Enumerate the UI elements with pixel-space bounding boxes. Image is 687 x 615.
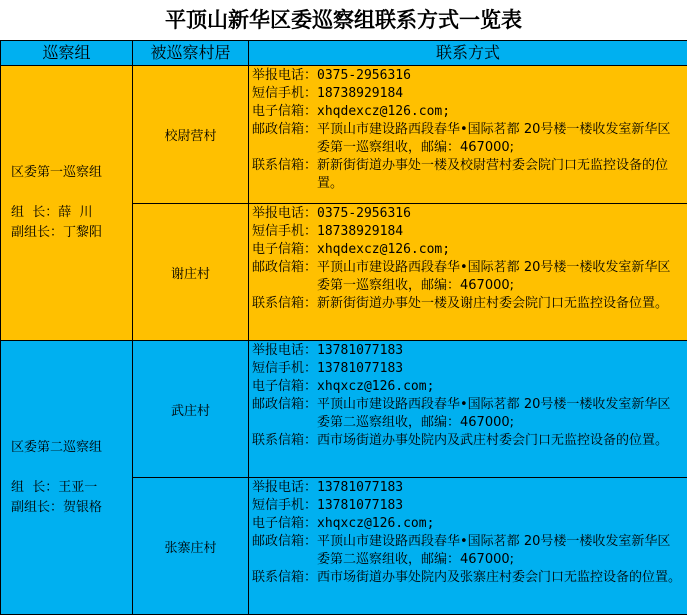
email-value: xhqxcz@126.com; [317,378,683,396]
box-label: 联系信箱： [252,157,317,193]
sms-label: 短信手机： [252,85,317,103]
table-header-row [1,41,687,66]
box-value: 新新街街道办事处一楼及校尉营村委会院门口无监控设备的位置。 [317,157,683,193]
phone-value: 0375-2956316 [317,67,683,85]
sms-value: 18738929184 [317,223,683,241]
box-value: 西市场街道办事处院内及张寨庄村委会门口无监控设备的位置。 [317,569,683,587]
phone-value: 13781077183 [317,479,683,497]
header-village: 被巡察村居 [133,41,249,66]
group-name: 区委第二巡察组 [11,438,132,458]
group-deputy: 副组长：丁黎阳 [11,223,132,243]
postal-label: 邮政信箱： [252,259,317,295]
box-value: 西市场街道办事处院内及武庄村委会门口无监控设备的位置。 [317,432,683,450]
group-cell-2 [1,341,133,615]
email-label: 电子信箱： [252,515,317,533]
postal-label: 邮政信箱： [252,121,317,157]
header-group: 巡察组 [1,41,133,66]
email-label: 电子信箱： [252,378,317,396]
email-label: 电子信箱： [252,241,317,259]
postal-label: 邮政信箱： [252,533,317,569]
phone-value: 13781077183 [317,342,683,360]
group-leader: 组 长：王亚一 [11,478,132,498]
postal-value: 平顶山市建设路西段春华•国际茗都 20号楼一楼收发室新华区委第一巡察组收，邮编：467000; [317,121,683,157]
contact-table [0,40,687,615]
box-label: 联系信箱： [252,432,317,450]
table-row [1,341,687,478]
email-value: xhqdexcz@126.com; [317,241,683,259]
contact-cell [249,341,687,478]
sms-value: 13781077183 [317,360,683,378]
sms-label: 短信手机： [252,497,317,515]
sms-value: 18738929184 [317,85,683,103]
postal-value: 平顶山市建设路西段春华•国际茗都 20号楼一楼收发室新华区委第二巡察组收，邮编：467000; [317,533,683,569]
contact-cell [249,478,687,615]
email-value: xhqxcz@126.com; [317,515,683,533]
header-contact: 联系方式 [249,41,687,66]
village-name: 校尉营村 [133,66,249,204]
sms-label: 短信手机： [252,360,317,378]
group-cell-1 [1,66,133,341]
box-label: 联系信箱： [252,295,317,313]
box-value: 新新街街道办事处一楼及谢庄村委会院门口无监控设备位置。 [317,295,683,313]
postal-label: 邮政信箱： [252,396,317,432]
group-name: 区委第一巡察组 [11,163,132,183]
postal-value: 平顶山市建设路西段春华•国际茗都 20号楼一楼收发室新华区委第一巡察组收，邮编：467000; [317,259,683,295]
village-name: 张寨庄村 [133,478,249,615]
phone-label: 举报电话： [252,479,317,497]
table-row [1,66,687,204]
postal-value: 平顶山市建设路西段春华•国际茗都 20号楼一楼收发室新华区委第二巡察组收，邮编：467000; [317,396,683,432]
phone-label: 举报电话： [252,67,317,85]
village-name: 谢庄村 [133,204,249,341]
phone-label: 举报电话： [252,342,317,360]
contact-cell [249,204,687,341]
phone-value: 0375-2956316 [317,205,683,223]
contact-cell [249,66,687,204]
sms-value: 13781077183 [317,497,683,515]
box-label: 联系信箱： [252,569,317,587]
sms-label: 短信手机： [252,223,317,241]
page-title: 平顶山新华区委巡察组联系方式一览表 [0,0,687,40]
email-label: 电子信箱： [252,103,317,121]
group-leader: 组 长：薛 川 [11,203,132,223]
village-name: 武庄村 [133,341,249,478]
group-deputy: 副组长：贺银格 [11,498,132,518]
phone-label: 举报电话： [252,205,317,223]
email-value: xhqdexcz@126.com; [317,103,683,121]
